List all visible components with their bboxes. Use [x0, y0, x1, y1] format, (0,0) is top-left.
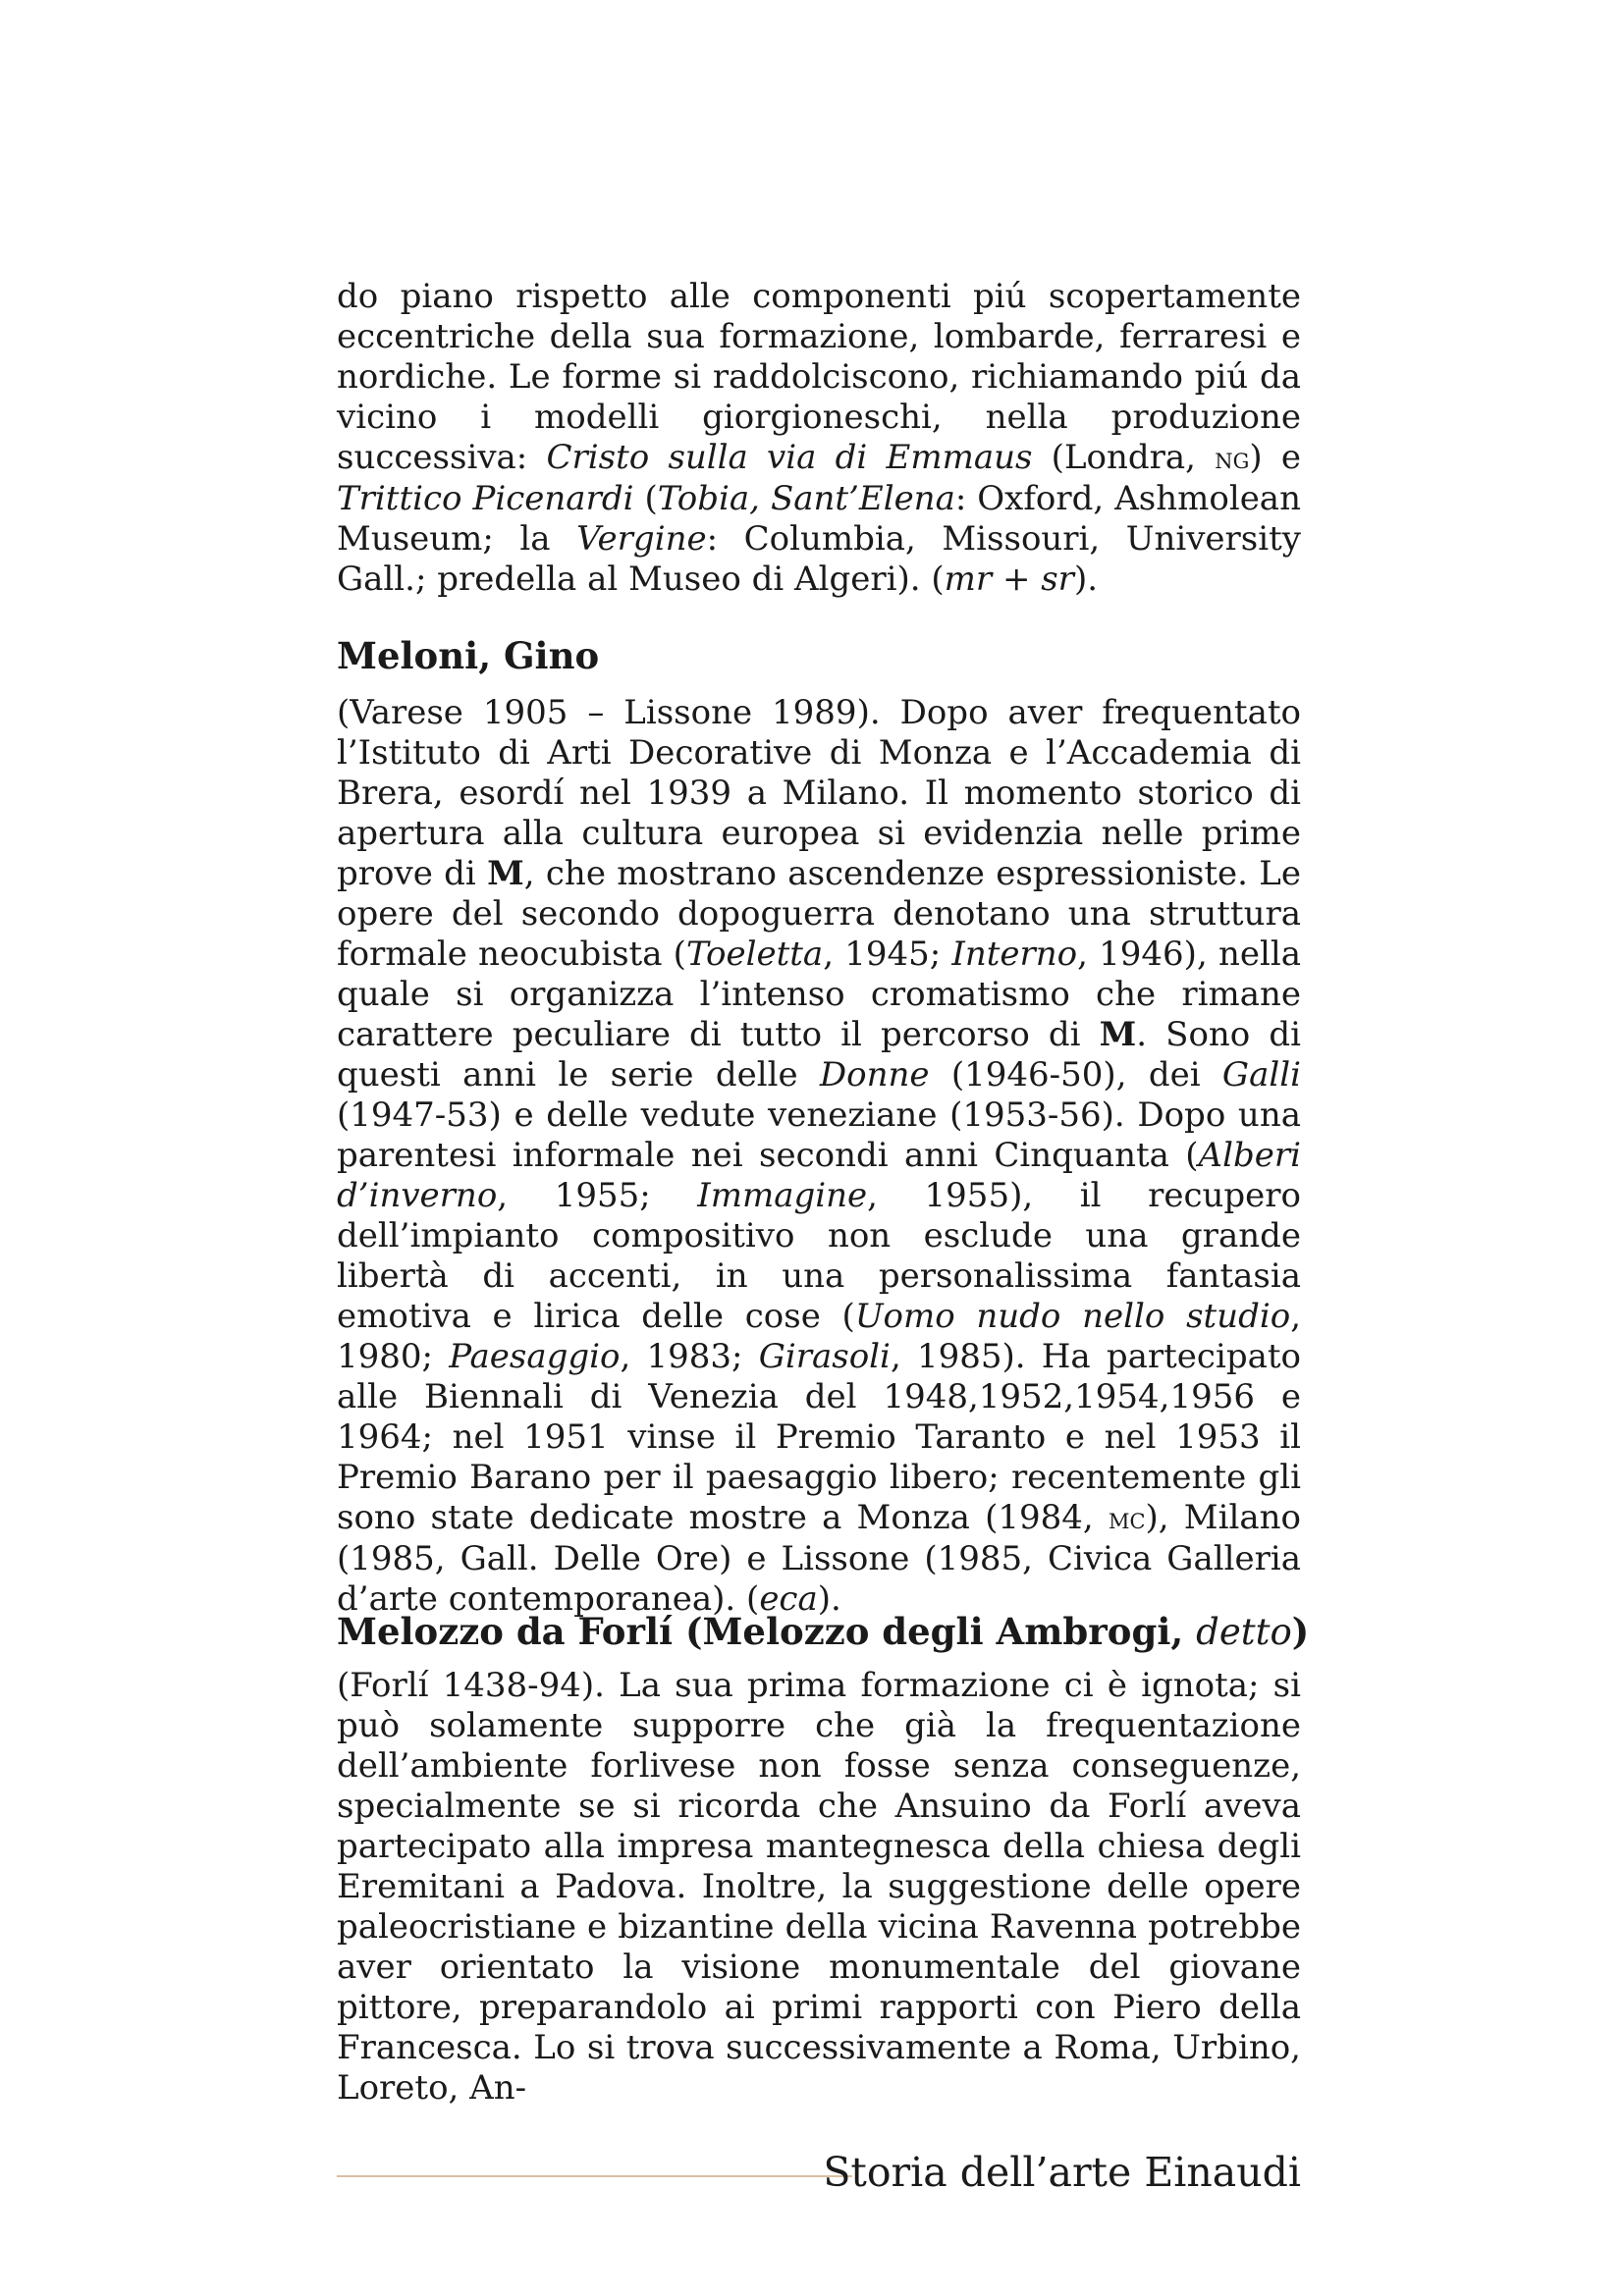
abbreviation: mc [1108, 1502, 1146, 1536]
work-title: Trittico Picenardi [337, 479, 634, 518]
work-title: Vergine [576, 519, 707, 559]
entry-body-melozzo: (Forlí 1438-94). La sua prima formazione ci è ignota; si può solamente supporre che già la frequentazione dell’ambiente forlivese non fosse senza conseguenze, specialmente se si ricorda che Ansuino da Forlí aveva partecipato alla impresa mantegnesca della chiesa degli Eremitani a Padova. Inoltre, la suggestione delle opere paleocristiane e bizantine della vicina Ravenna potrebbe aver orientato la visione monumentale del giovane pittore, preparandolo ai primi rapporti con Piero della Francesca. Lo si trova successivamente a Roma, Urbino, Loreto, An- [337, 1666, 1301, 2108]
entry-title-melozzo: Melozzo da Forlí (Melozzo degli Ambrogi, detto) [337, 1610, 1310, 1653]
footer-publication: Storia dell’arte Einaudi [823, 2149, 1301, 2196]
work-title: Cristo sulla via di Emmaus [546, 438, 1033, 477]
previous-entry-paragraph: do piano rispetto alle componenti piú scopertamente eccentriche della sua formazione, lombarde, ferraresi e nordiche. Le forme si raddolciscono, richiamando piú da vicino i modelli giorgioneschi, nella produzione successiva: Cristo sulla via di Emmaus (Londra, ng) e Trittico Picenardi (Tobia, Sant’Elena: Oxford, Ashmolean Museum; la Vergine: Columbia, Missouri, University Gall.; predella al Museo di Algeri). (mr + sr). [337, 277, 1301, 599]
author-initials: mr + sr [944, 560, 1074, 599]
footer-rule [337, 2175, 852, 2177]
entry-title-meloni: Meloni, Gino [337, 634, 600, 677]
work-title: Tobia, Sant’Elena [657, 479, 955, 518]
entry-body-meloni: (Varese 1905 – Lissone 1989). Dopo aver frequentato l’Istituto di Arti Decorative di Monza e l’Accademia di Brera, esordí nel 1939 a Milano. Il momento storico di apertura alla cultura europea si evidenzia nelle prime prove di M, che mostrano ascendenze espressioniste. Le opere del secondo dopoguerra denotano una struttura formale neocubista (Toeletta, 1945; Interno, 1946), nella quale si organizza l’intenso cromatismo che rimane carattere peculiare di tutto il percorso di M. Sono di questi anni le serie delle Donne (1946-50), dei Galli (1947-53) e delle vedute veneziane (1953-56). Dopo una parentesi informale nei secondi anni Cinquanta (Alberi d’inverno, 1955; Immagine, 1955), il recupero dell’impianto compositivo non esclude una grande libertà di accenti, in una personalissima fantasia emotiva e lirica delle cose (Uomo nudo nello studio, 1980; Paesaggio, 1983; Girasoli, 1985). Ha partecipato alle Biennali di Venezia del 1948,1952,1954,1956 e 1964; nel 1951 vinse il Premio Taranto e nel 1953 il Premio Barano per il paesaggio libero; recentemente gli sono state dedicate mostre a Monza (1984, mc), Milano (1985, Gall. Delle Ore) e Lissone (1985, Civica Galleria d’arte contemporanea). (eca). [337, 693, 1302, 1619]
author-initials: eca [759, 1579, 818, 1619]
abbreviation: ng [1215, 442, 1250, 476]
